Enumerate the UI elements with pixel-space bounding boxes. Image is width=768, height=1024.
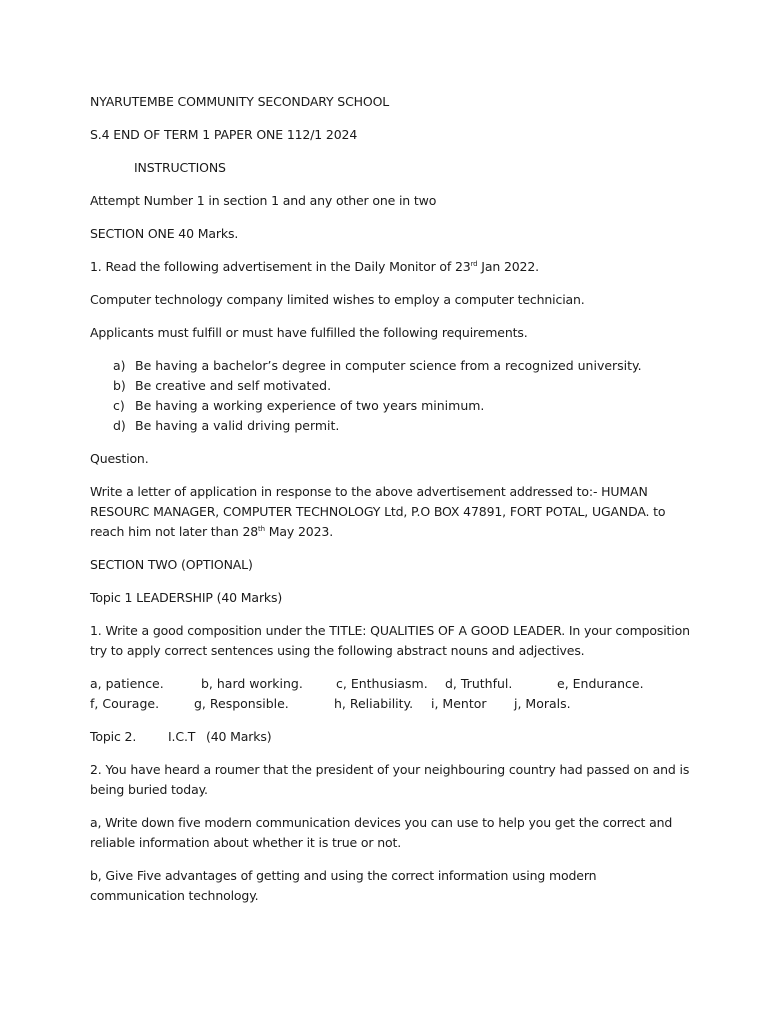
topic-2-marks: (40 Marks) xyxy=(206,729,272,744)
word-item: c, Enthusiasm. xyxy=(336,676,428,691)
topic-2-label: Topic 2. xyxy=(90,729,137,744)
list-item-text: Be having a valid driving permit. xyxy=(135,418,340,433)
topic-2-question: 2. You have heard a roumer that the president of your neighbouring country had passed on and is being buried today. xyxy=(90,762,690,797)
word-row xyxy=(90,694,690,714)
topic-1-question: 1. Write a good composition under the TITLE: QUALITIES OF A GOOD LEADER. In your composition try to apply correct sentences using the following abstract nouns and adjectives. xyxy=(90,623,690,658)
requirements-list xyxy=(90,356,690,436)
requirements-intro: Applicants must fulfill or must have fulfilled the following requirements. xyxy=(90,325,528,340)
word-list xyxy=(90,674,690,714)
list-item-text: Be creative and self motivated. xyxy=(135,378,332,393)
word-item: i, Mentor xyxy=(431,696,487,711)
letter-task xyxy=(90,482,690,542)
instruction-text: Attempt Number 1 in section 1 and any other one in two xyxy=(90,193,437,208)
word-item: g, Responsible. xyxy=(194,696,289,711)
instructions-heading: INSTRUCTIONS xyxy=(134,160,226,175)
word-item: e, Endurance. xyxy=(557,676,644,691)
word-row xyxy=(90,674,690,694)
advertisement-line: Computer technology company limited wishes to employ a computer technician. xyxy=(90,292,585,307)
section-one-heading: SECTION ONE 40 Marks. xyxy=(90,226,239,241)
word-item: f, Courage. xyxy=(90,696,160,711)
ordinal-suffix: th xyxy=(258,524,265,533)
list-item xyxy=(90,416,690,436)
topic-1-heading: Topic 1 LEADERSHIP (40 Marks) xyxy=(90,590,283,605)
question-1-date: Jan 2022. xyxy=(477,259,539,274)
word-item: j, Morals. xyxy=(514,696,571,711)
question-label: Question. xyxy=(90,451,149,466)
school-name: NYARUTEMBE COMMUNITY SECONDARY SCHOOL xyxy=(90,94,390,109)
list-item xyxy=(90,396,690,416)
topic-2-part-b: b, Give Five advantages of getting and using the correct information using modern communication technology. xyxy=(90,868,597,903)
topic-2-heading xyxy=(90,727,690,747)
word-item: h, Reliability. xyxy=(334,696,414,711)
topic-2-part-a: a, Write down five modern communication devices you can use to help you get the correct and reliable information about whether it is true or not. xyxy=(90,815,673,850)
list-item xyxy=(90,376,690,396)
section-two-heading: SECTION TWO (OPTIONAL) xyxy=(90,557,253,572)
list-item xyxy=(90,356,690,376)
word-item: a, patience. xyxy=(90,676,164,691)
list-item-text: Be having a bachelor’s degree in computer science from a recognized university. xyxy=(135,358,642,373)
list-marker: a) xyxy=(113,358,126,373)
list-marker: c) xyxy=(113,398,125,413)
list-item-text: Be having a working experience of two years minimum. xyxy=(135,398,485,413)
list-marker: d) xyxy=(113,418,126,433)
question-1 xyxy=(90,257,690,277)
letter-task-deadline: May 2023. xyxy=(264,524,334,539)
topic-2-subject: I.C.T xyxy=(168,729,196,744)
list-marker: b) xyxy=(113,378,126,393)
word-item: d, Truthful. xyxy=(445,676,513,691)
question-1-text: 1. Read the following advertisement in the Daily Monitor of 23 xyxy=(90,259,471,274)
word-item: b, hard working. xyxy=(201,676,303,691)
letter-task-text: Write a letter of application in response to the above advertisement addressed to:- HUMAN RESOURC MANAGER, COMPUTER TECHNOLOGY Ltd, P.O BOX 47891, FORT POTAL, UGANDA. to reach him not later than 28 xyxy=(90,484,666,539)
paper-title: S.4 END OF TERM 1 PAPER ONE 112/1 2024 xyxy=(90,127,358,142)
exam-document xyxy=(90,92,690,919)
ordinal-suffix: rd xyxy=(470,259,478,268)
